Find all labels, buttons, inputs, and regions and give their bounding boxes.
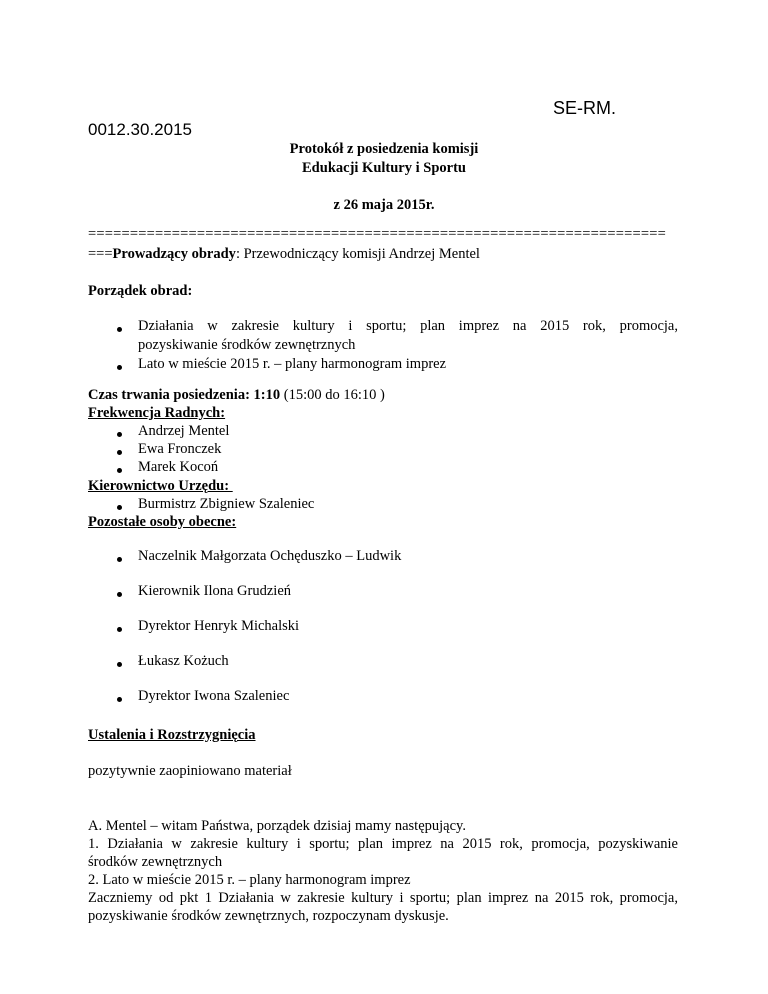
bullet-icon [117,662,122,667]
other-person: Kierownik Ilona Grudzień [138,583,292,599]
bullet-icon [117,432,122,437]
body-line: pozyskiwanie środków zewnętrznych, rozpoczynam dyskusje. [88,908,449,924]
body-line: 2. Lato w mieście 2015 r. – plany harmonogram imprez [88,872,411,888]
other-person: Łukasz Kożuch [138,653,229,669]
duration-value: (15:00 do 16:10 ) [280,387,385,403]
separator-text: ===================================================================== [88,226,667,242]
reference-code-right: SE-RM. [553,98,616,118]
body-line: Zaczniemy od pkt 1 Działania w zakresie kultury i sportu; plan imprez na 2015 rok, promocja, [88,890,678,906]
body-line: środków zewnętrznych [88,854,223,870]
chair-label: Prowadzący obrady [112,246,236,262]
bullet-icon [117,697,122,702]
attendance-heading: Frekwencja Radnych: [88,405,226,421]
other-person: Dyrektor Iwona Szaleniec [138,688,290,704]
resolutions-heading: Ustalenia i Rozstrzygnięcia [88,727,256,743]
chair-line [88,246,480,263]
bullet-icon [117,592,122,597]
document-title-line1: Protokół z posiedzenia komisji [289,141,479,157]
chair-text: : Przewodniczący komisji Andrzej Mentel [235,246,480,262]
duration-label: Czas trwania posiedzenia: 1:10 [88,387,281,403]
agenda-item-1-line2: pozyskiwanie środków zewnętrznych [138,337,356,353]
attendance-member: Marek Kocoń [138,459,219,475]
document-date: z 26 maja 2015r. [333,197,435,213]
agenda-item-2: Lato w mieście 2015 r. – plany harmonogram imprez [138,356,447,372]
attendance-member: Andrzej Mentel [138,423,230,439]
bullet-icon [117,365,122,370]
reference-number: 0012.30.2015 [88,120,192,139]
body-line: 1. Działania w zakresie kultury i sportu; plan imprez na 2015 rok, promocja, pozyskiwanie [88,836,678,852]
others-heading: Pozostałe osoby obecne: [88,514,237,530]
bullet-icon [117,468,122,473]
resolutions-text: pozytywnie zaopiniowano materiał [88,763,292,779]
bullet-icon [117,557,122,562]
bullet-icon [117,327,122,332]
body-line: A. Mentel – witam Państwa, porządek dzisiaj mamy następujący. [88,818,466,834]
attendance-member: Ewa Fronczek [138,441,222,457]
management-heading: Kierownictwo Urzędu: [88,478,233,494]
bullet-icon [117,627,122,632]
agenda-heading: Porządek obrad: [88,283,193,299]
bullet-icon [117,450,122,455]
bullet-icon [117,505,122,510]
agenda-item-1-line1: Działania w zakresie kultury i sportu; plan imprez na 2015 rok, promocja, [138,318,678,334]
meeting-duration [88,387,385,404]
other-person: Dyrektor Henryk Michalski [138,618,300,634]
other-person: Naczelnik Małgorzata Ochęduszko – Ludwik [138,548,402,564]
separator-line [88,226,678,243]
management-member: Burmistrz Zbigniew Szaleniec [138,496,315,512]
separator-prefix: === [88,246,113,262]
document-title-line2: Edukacji Kultury i Sportu [302,160,466,176]
